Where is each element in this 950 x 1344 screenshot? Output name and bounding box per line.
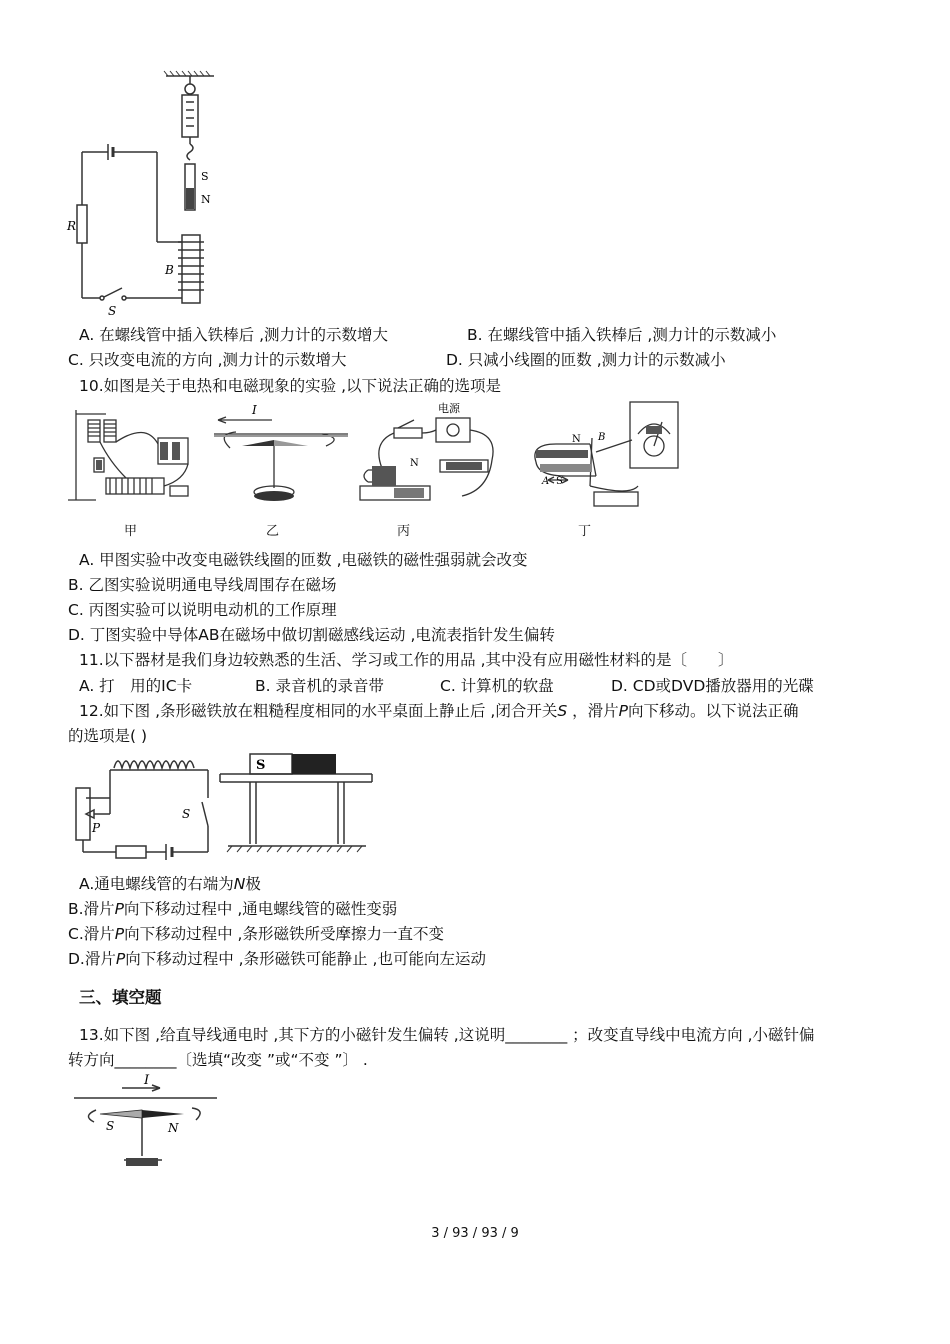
q10-figure-bing bbox=[354, 400, 504, 508]
q9-option-b: B. 在螺线管中插入铁棒后 ,测力计的示数减小 bbox=[467, 326, 777, 344]
q12-circuit-figure bbox=[66, 748, 376, 866]
q10-caption-jia: 甲 bbox=[124, 524, 138, 539]
q9-option-c: C. 只改变电流的方向 ,测力计的示数增大 bbox=[68, 351, 347, 369]
q9-label-n: N bbox=[201, 193, 211, 206]
q10-stem: 10.如图是关于电热和电磁现象的实验 ,以下说法正确的选项是 bbox=[79, 377, 502, 395]
q13-compass-figure bbox=[72, 1070, 222, 1170]
q12-option-a-tail: 极 bbox=[245, 875, 261, 893]
q10-figure-ding bbox=[530, 400, 685, 515]
q12-option-a-text: A.通电螺线管的右端为 bbox=[79, 875, 234, 893]
q12-stem-var-p: P bbox=[618, 702, 629, 720]
q10-ding-label-a: A bbox=[542, 476, 550, 487]
q10-caption-ding: 丁 bbox=[578, 524, 592, 539]
q10-figure-yi bbox=[212, 400, 352, 508]
q10-yi-label-i: I bbox=[252, 403, 257, 417]
q12-option-b bbox=[68, 899, 397, 919]
q12-option-d-tail: 向下移动过程中 ,条形磁铁可能静止 ,也可能向左运动 bbox=[125, 950, 486, 968]
q12-label-p: P bbox=[92, 821, 101, 835]
q9-option-a: A. 在螺线管中插入铁棒后 ,测力计的示数增大 bbox=[79, 326, 389, 344]
q11-option-b: B. 录音机的录音带 bbox=[255, 677, 384, 695]
q12-option-c-tail: 向下移动过程中 ,条形磁铁所受摩擦力一直不变 bbox=[124, 925, 444, 943]
q10-ding-label-s: S bbox=[556, 476, 563, 487]
q12-option-b-tail: 向下移动过程中 ,通电螺线管的磁性变弱 bbox=[123, 900, 398, 918]
q12-option-b-var: P bbox=[114, 900, 124, 918]
q10-ding-label-n: N bbox=[572, 434, 581, 445]
q13-line1: 13.如下图 ,给直导线通电时 ,其下方的小磁针发生偏转 ,这说明________ ；改变直导线中电流方向 ,小磁针偏 bbox=[79, 1026, 815, 1044]
q11-option-c: C. 计算机的软盘 bbox=[440, 677, 554, 695]
q12-option-b-text: B.滑片 bbox=[68, 900, 115, 918]
q13-label-s: S bbox=[106, 1119, 115, 1133]
page-footer: 3 / 93 / 93 / 9 bbox=[431, 1226, 519, 1241]
q10-option-b: B. 乙图实验说明通电导线周围存在磁场 bbox=[68, 576, 337, 594]
q13-line2: 转方向________〔选填“改变 ”或“不变 ”〕 . bbox=[68, 1051, 368, 1069]
q12-stem-line2: 的选项是( ) bbox=[68, 727, 148, 745]
q12-option-d-var: P bbox=[115, 950, 126, 968]
q12-stem-part2: ，滑片 bbox=[567, 702, 619, 720]
q13-label-i: I bbox=[144, 1073, 150, 1088]
q10-option-d: D. 丁图实验中导体AB在磁场中做切割磁感线运动 ,电流表指针发生偏转 bbox=[68, 626, 555, 644]
q12-option-a-var: N bbox=[233, 875, 246, 893]
q12-stem-var-s: S bbox=[557, 702, 568, 720]
q10-bing-label-n: N bbox=[410, 458, 419, 469]
q9-option-d: D. 只减小线圈的匝数 ,测力计的示数减小 bbox=[446, 351, 726, 369]
q10-figure-jia bbox=[66, 400, 196, 508]
q9-label-b: B bbox=[165, 263, 174, 277]
q10-ding-label-b: B bbox=[598, 432, 606, 443]
q11-option-d: D. CD或DVD播放器用的光碟 bbox=[611, 677, 814, 695]
q12-option-d-text: D.滑片 bbox=[68, 950, 116, 968]
q12-option-c-var: P bbox=[114, 925, 125, 943]
q11-option-a: A. 打 用的IC卡 bbox=[79, 677, 193, 695]
q12-option-c-text: C.滑片 bbox=[68, 925, 115, 943]
q11-stem: 11.以下器材是我们身边较熟悉的生活、学习或工作的用品 ,其中没有应用磁性材料的是〔 〕 bbox=[79, 651, 734, 669]
q9-circuit-figure bbox=[62, 70, 222, 318]
q10-bing-label-power: 电源 bbox=[438, 402, 460, 415]
q12-label-s: S bbox=[182, 807, 191, 821]
q12-stem-part3: 向下移动。以下说法正确 bbox=[628, 702, 799, 720]
q12-option-c bbox=[68, 924, 444, 944]
q10-caption-bing: 丙 bbox=[397, 524, 411, 539]
q12-stem bbox=[79, 701, 799, 721]
q12-option-a bbox=[79, 874, 261, 894]
q12-magnet-label-s: S bbox=[256, 758, 266, 773]
q12-stem-part1: 12.如下图 ,条形磁铁放在粗糙程度相同的水平桌面上静止后 ,闭合开关 bbox=[79, 702, 558, 720]
q9-label-switch: S bbox=[108, 304, 117, 318]
q13-label-n: N bbox=[168, 1121, 179, 1135]
section-title: 三、填空题 bbox=[79, 988, 162, 1007]
q9-label-r: R bbox=[67, 219, 77, 233]
q12-option-d bbox=[68, 949, 486, 969]
q10-option-a: A. 甲图实验中改变电磁铁线圈的匝数 ,电磁铁的磁性强弱就会改变 bbox=[79, 551, 528, 569]
q10-caption-yi: 乙 bbox=[266, 524, 280, 539]
q10-option-c: C. 丙图实验可以说明电动机的工作原理 bbox=[68, 601, 337, 619]
q9-label-s: S bbox=[201, 170, 209, 183]
